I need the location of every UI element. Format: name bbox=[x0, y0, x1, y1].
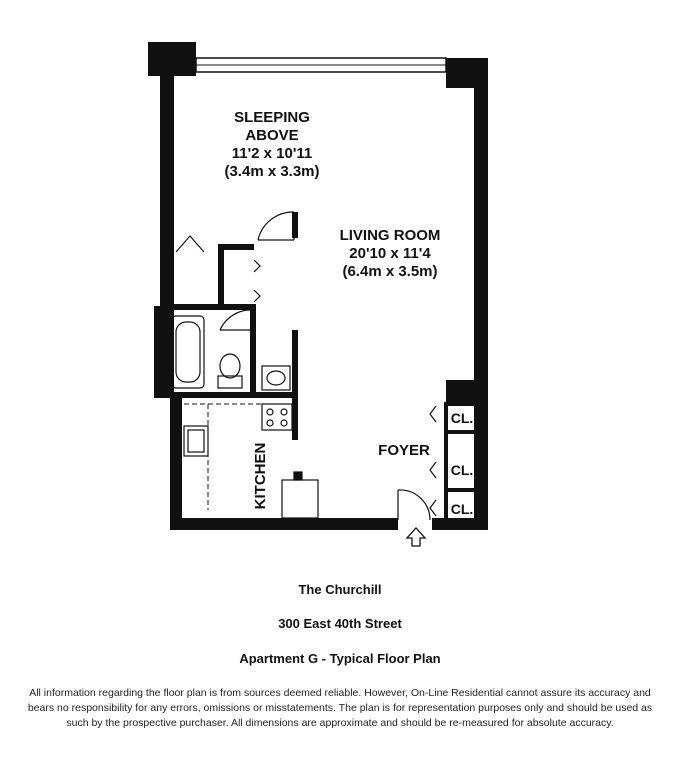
window-top bbox=[196, 58, 446, 72]
sleeping-label-line1: SLEEPING bbox=[234, 109, 310, 126]
stove bbox=[262, 404, 292, 430]
interior-walls bbox=[170, 212, 298, 440]
kitchen-label: KITCHEN bbox=[252, 442, 269, 510]
living-room-label bbox=[340, 227, 441, 280]
kitchen-sink bbox=[184, 426, 208, 456]
disclaimer-text: All information regarding the floor plan is from sources deemed reliable. However, On-Line Residential cannot assure its accuracy and bears no responsibility for any errors, omissions or misstatements. The plan is for representation purposes only and should be used as such by the prospective purchaser. All dimensions are approximate and should be re-measured for absolute accuracy. bbox=[27, 687, 653, 729]
sleeping-dimensions-imperial: 11'2 x 10'11 bbox=[231, 145, 313, 162]
closet-label-1: CL. bbox=[450, 410, 474, 426]
sleeping-area-label bbox=[224, 109, 319, 180]
building-address: 300 East 40th Street bbox=[278, 616, 402, 631]
entry-arrow-icon bbox=[407, 528, 425, 546]
plan-title: Apartment G - Typical Floor Plan bbox=[239, 651, 441, 666]
closet-label-3: CL. bbox=[450, 501, 474, 517]
living-dimensions-imperial: 20'10 x 11'4 bbox=[349, 245, 431, 262]
living-room-name: LIVING ROOM bbox=[339, 227, 441, 244]
exterior-walls bbox=[154, 60, 488, 530]
sleeping-dimensions-metric: (3.4m x 3.3m) bbox=[224, 163, 320, 180]
building-name: The Churchill bbox=[298, 582, 382, 597]
bathtub bbox=[172, 316, 204, 388]
bathroom-sink bbox=[262, 366, 290, 390]
foyer-label: FOYER bbox=[378, 442, 430, 459]
refrigerator bbox=[282, 472, 318, 518]
toilet bbox=[218, 354, 242, 388]
kitchen-counter bbox=[184, 404, 262, 510]
living-dimensions-metric: (6.4m x 3.5m) bbox=[342, 263, 438, 280]
closet-label-2: CL. bbox=[450, 462, 474, 478]
sleeping-label-line2: ABOVE bbox=[245, 127, 299, 144]
